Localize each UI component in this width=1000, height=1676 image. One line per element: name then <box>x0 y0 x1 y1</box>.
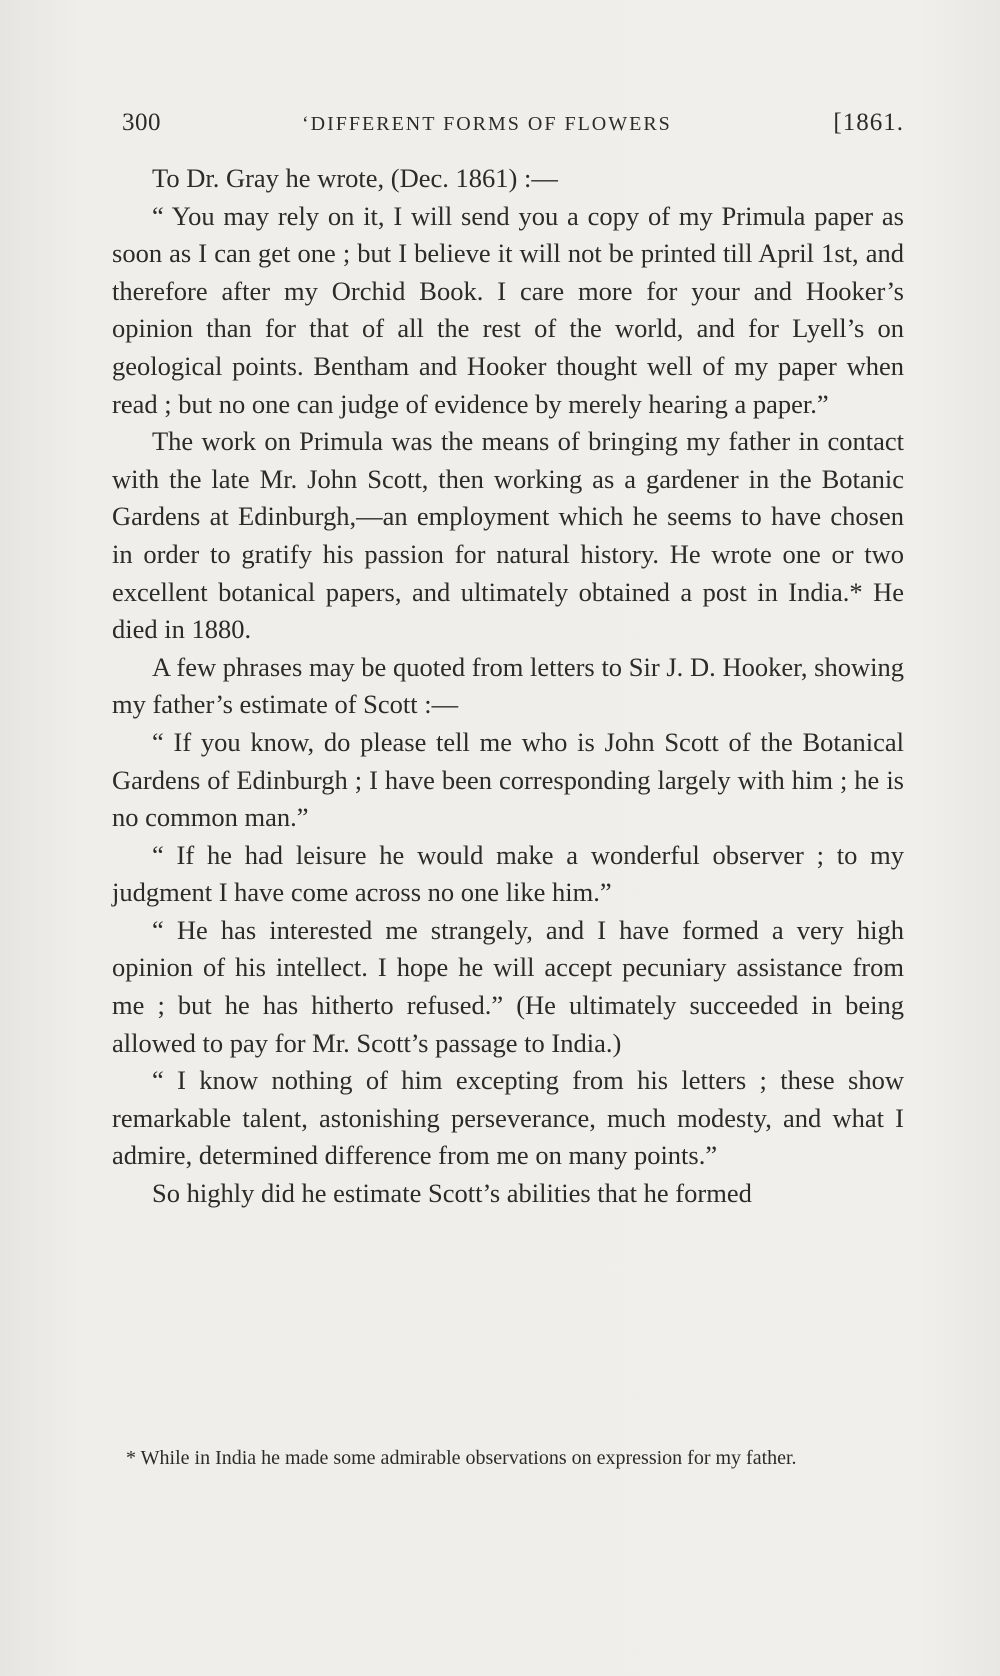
paragraph-phrases: A few phrases may be quoted from letters to Sir J. D. Hooker, showing my father’s estimate of Scott :— <box>112 651 904 720</box>
page-number: 300 <box>122 109 161 136</box>
running-header <box>122 105 904 145</box>
paragraph-quote-observer: “ If he had leisure he would make a wonderful observer ; to my judgment I have come across no one like him.” <box>112 839 904 908</box>
paragraph-quote-who-is-scott: “ If you know, do please tell me who is John Scott of the Botanical Gardens of Edinburgh ; I have been corresponding largely with him ; he is no common man.” <box>112 726 904 833</box>
paragraph-intro: To Dr. Gray he wrote, (Dec. 1861) :— <box>152 163 558 193</box>
paragraph-quote-letters: “ I know nothing of him excepting from his letters ; these show remarkable talent, astonishing perseverance, much modesty, and what I admire, determined difference from me on many points.” <box>112 1065 904 1171</box>
paragraph-closing: So highly did he estimate Scott’s abilities that he formed <box>152 1178 752 1209</box>
running-title: ‘DIFFERENT FORMS OF FLOWERS <box>302 113 672 135</box>
body-text <box>112 160 904 1213</box>
paragraph-john-scott: The work on Primula was the means of bringing my father in contact with the late Mr. John Scott, then working as a gardener in the Botanic Gardens at Edinburgh,—an employment which he seems to have chosen in order to gratify his passion for natural history. He wrote one or two excellent botanical papers, and ultimately obtained a post in India.* He died in 1880. <box>112 426 904 645</box>
paragraph-quote-intellect: “ He has interested me strangely, and I have formed a very high opinion of his intellect. I hope he will accept pecuniary assistance from me ; but he has hitherto refused.” (He ultimately succeeded in being allowed to pay for Mr. Scott’s passage to India.) <box>112 914 904 1058</box>
header-year: [1861. <box>833 109 904 136</box>
footnote: * While in India he made some admirable observations on expression for my father. <box>126 1447 797 1469</box>
paragraph-quote-primula: “ You may rely on it, I will send you a copy of my Primula paper as soon as I can get one ; but I believe it will not be printed till April 1st, and therefore after my Orchid Book. I care more for your and Hooker’s opinion than for that of all the rest of the world, and for Lyell’s on geological points. Bentham and Hooker thought well of my paper when read ; but no one can judge of evidence by merely hearing a paper.” <box>112 200 904 419</box>
